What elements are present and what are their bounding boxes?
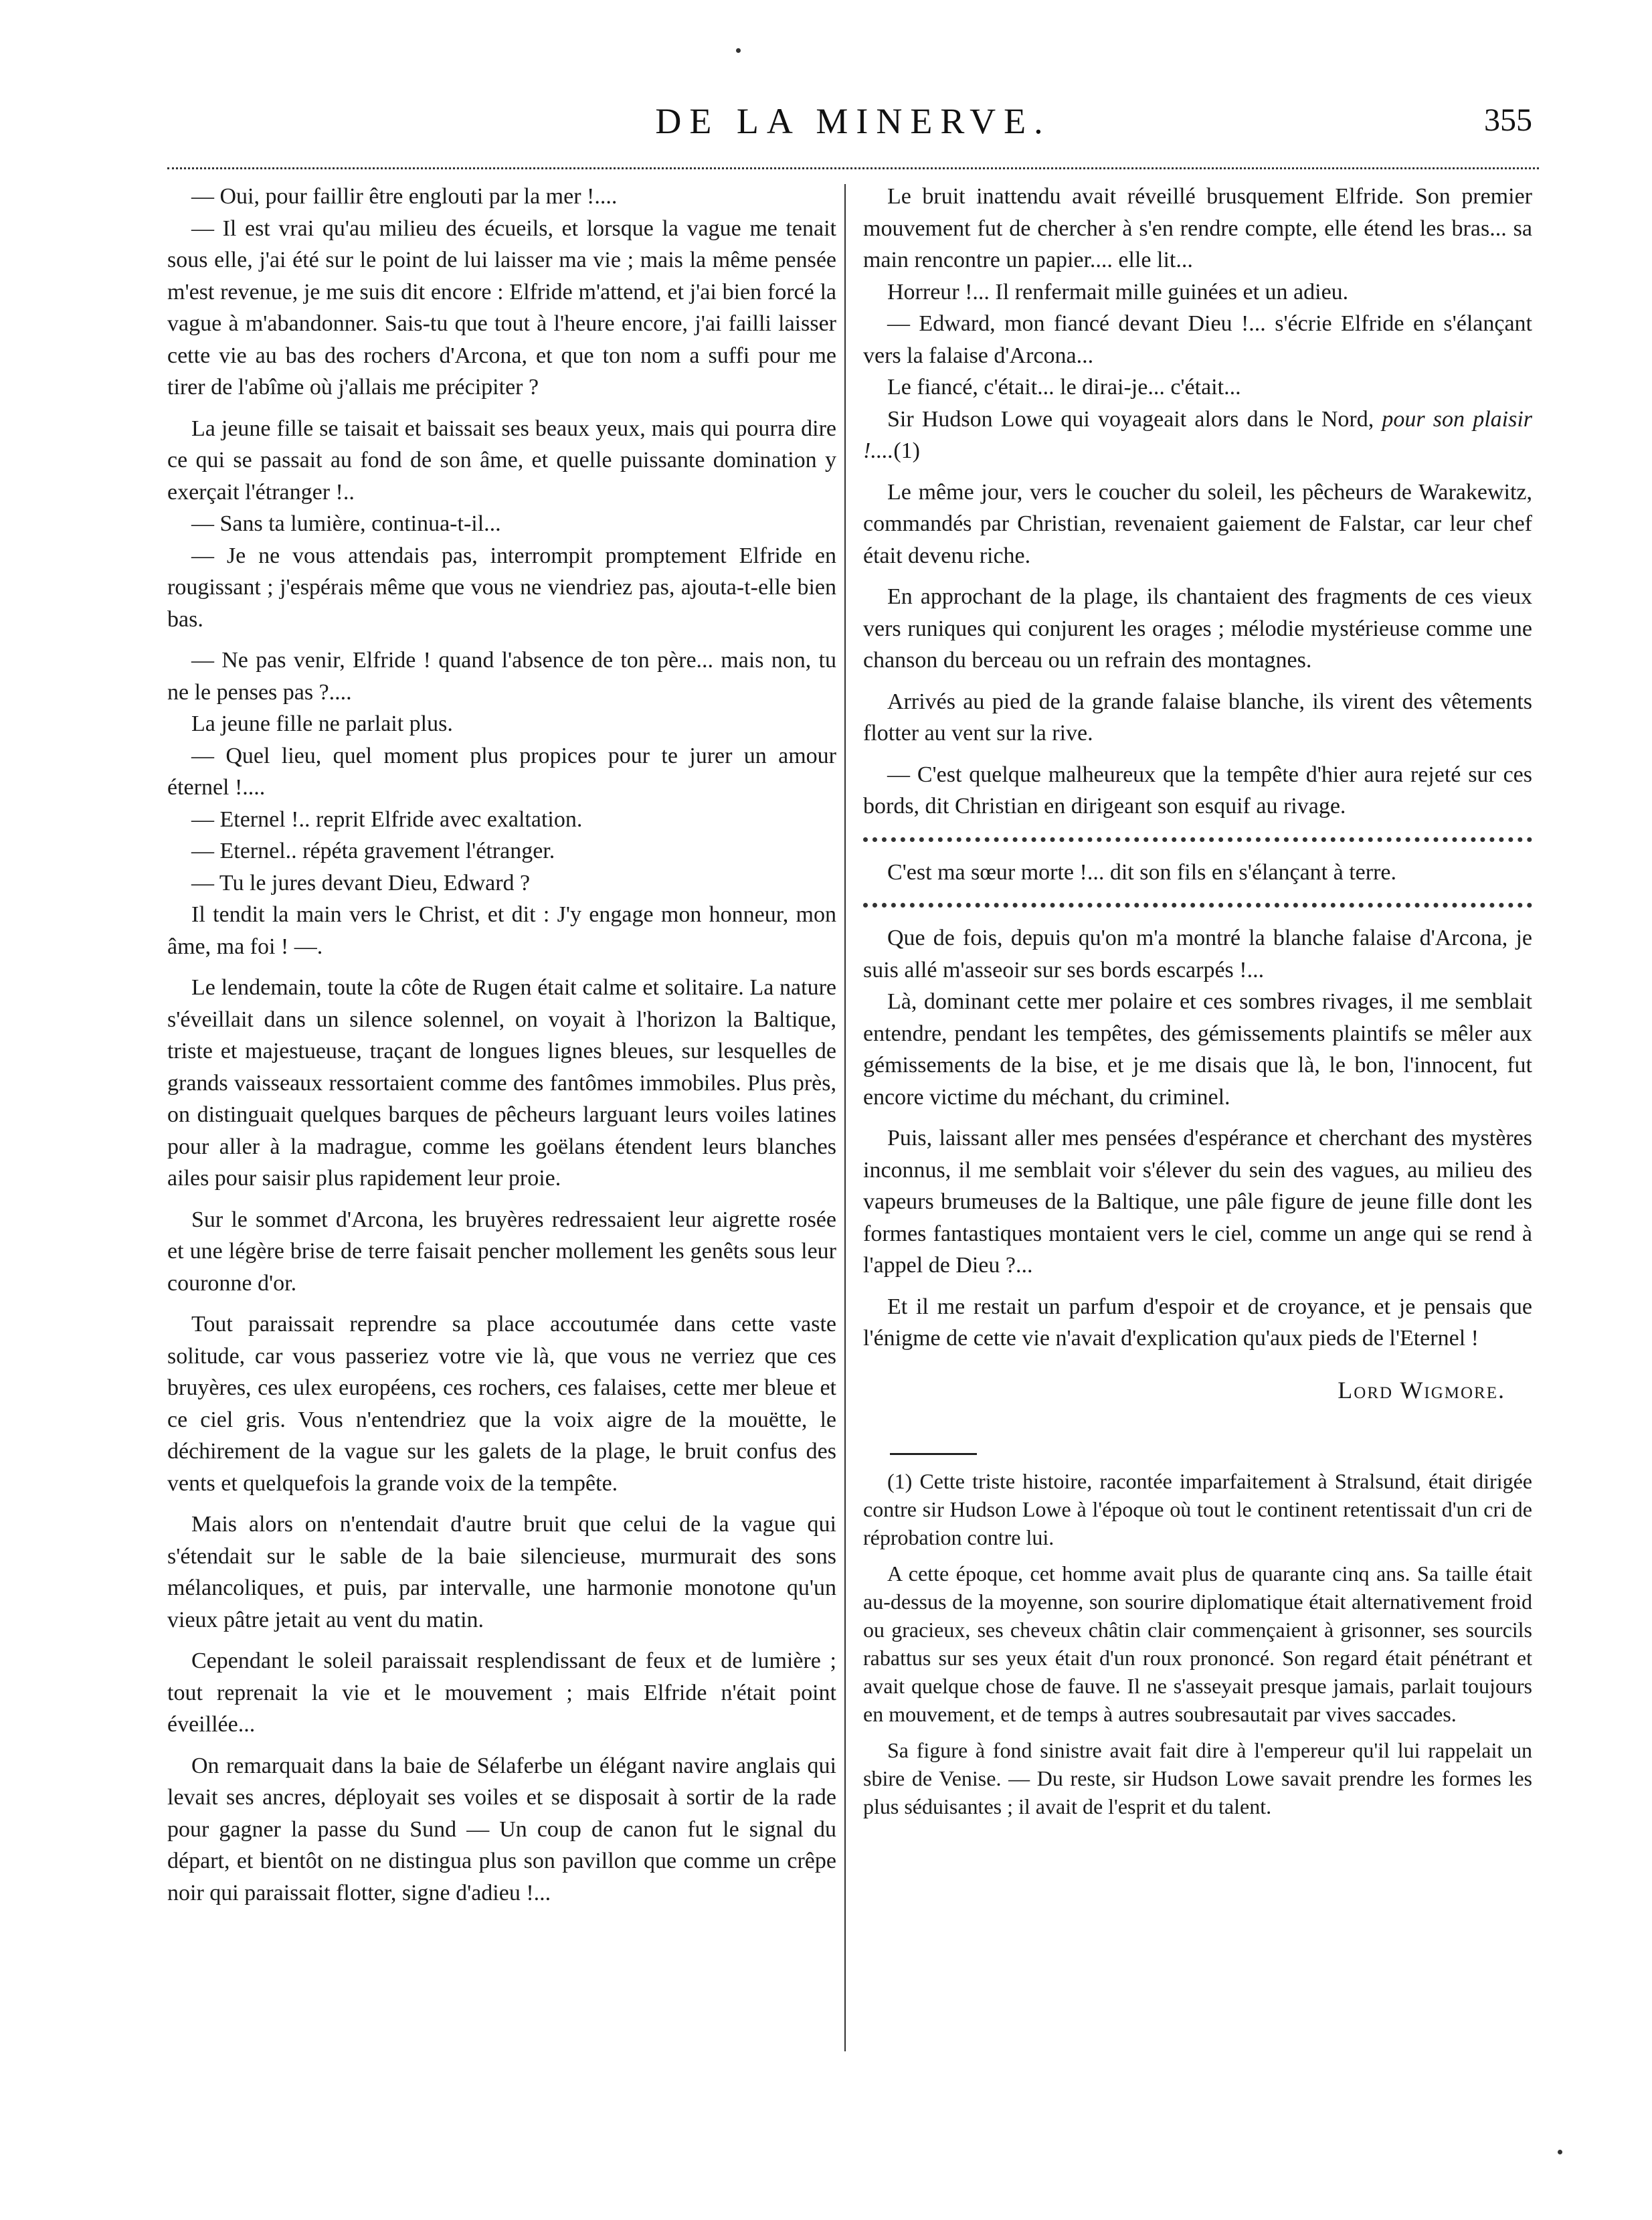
paragraph: Arrivés au pied de la grande falaise blanche, ils virent des vêtements flotter au vent sur la rive. (863, 689, 1532, 746)
column-rule (844, 184, 846, 2051)
paragraph: La jeune fille se taisait et baissait ses beaux yeux, mais qui pourra dire ce qui se passait au fond de son âme, et quelle puissante domination y exerçait l'étranger !.. (167, 416, 836, 505)
paragraph: En approchant de la plage, ils chantaient des fragments de ces vieux vers runiques qui conjurent les orages ; mélodie mystérieuse comme une chanson du berceau ou un refrain des montagnes. (863, 584, 1532, 673)
paragraph: — Eternel.. répéta gravement l'étranger. (191, 839, 555, 863)
paragraph: Horreur !... Il renfermait mille guinées et un adieu. (887, 279, 1349, 305)
paragraph: Cependant le soleil paraissait resplendissant de feux et de lumière ; tout reprenait la vie et le mouvement ; mais Elfride n'était point éveillée... (167, 1648, 836, 1737)
paragraph: — Eternel !.. reprit Elfride avec exaltation. (191, 806, 583, 832)
paragraph: Le fiancé, c'était... le dirai-je... c'était... (887, 375, 1241, 400)
paragraph: Le même jour, vers le coucher du soleil, les pêcheurs de Warakewitz, commandés par Christian, revenaient gaiement de Falstar, car leur chef était devenu riche. (863, 479, 1532, 568)
footnote-paragraph: (1) Cette triste histoire, racontée imparfaitement à Stralsund, était dirigée contre sir Hudson Lowe à l'époque où tout le continent retentissait d'un cri de réprobation contre lui. (863, 1469, 1532, 1549)
left-column (167, 181, 836, 1909)
footnote-paragraph: Sa figure à fond sinistre avait fait dire à l'empereur qu'il lui rappelait un sbire de Venise. — Du reste, sir Hudson Lowe savait prendre les formes les plus séduisantes ; il avait de l'esprit et du talent. (863, 1738, 1532, 1818)
ink-speck (736, 48, 741, 53)
paragraph: Tout paraissait reprendre sa place accoutumée dans cette vaste solitude, car vous passeriez votre vie là, que vous ne verriez que ces bruyères, ces ulex européens, ces rochers, ces falaises, cette mer bleue et ce ciel gris. Vous n'entendriez que la voix aigre de la mouëtte, le déchirement de la vague sur les galets de la plage, le bruit confus des vents et quelquefois la grande voix de la tempête. (167, 1312, 836, 1496)
paragraph: — Je ne vous attendais pas, interrompit promptement Elfride en rougissant ; j'espérais même que vous ne viendriez pas, ajouta-t-elle bien bas. (167, 543, 836, 632)
paragraph-with-footnote (863, 404, 1532, 467)
dotted-separator (863, 903, 1532, 908)
running-header (167, 100, 1539, 154)
paragraph: Il tendit la main vers le Christ, et dit : J'y engage mon honneur, mon âme, ma foi ! —. (167, 902, 836, 959)
paragraph-text: Sir Hudson Lowe qui voyageait alors dans le Nord, (887, 406, 1374, 432)
ink-speck (1558, 2150, 1562, 2154)
footnote-marker: (1) (893, 438, 920, 463)
dotted-separator (863, 837, 1532, 842)
paragraph: Mais alors on n'entendait d'autre bruit que celui de la vague qui s'étendait sur le sable de la baie silencieuse, murmurait des sons mélancoliques, et puis, par intervalle, une harmonie monotone qu'un vieux pâtre jetait au vent du matin. (167, 1512, 836, 1632)
paragraph: — Quel lieu, quel moment plus propices pour te jurer un amour éternel !.... (167, 743, 836, 800)
paragraph: C'est ma sœur morte !... dit son fils en s'élançant à terre. (887, 859, 1396, 885)
paragraph: Le bruit inattendu avait réveillé brusquement Elfride. Son premier mouvement fut de chercher à s'en rendre compte, elle étend les bras... sa main rencontre un papier.... elle lit... (863, 184, 1532, 272)
footnote-rule (890, 1453, 977, 1455)
paragraph: Que de fois, depuis qu'on m'a montré la blanche falaise d'Arcona, je suis allé m'asseoir sur ses bords escarpés !... (863, 926, 1532, 983)
paragraph: On remarquait dans la baie de Sélaferbe un élégant navire anglais qui levait ses ancres, déployait ses voiles et se disposait à sortir de la rade pour gagner la passe du Sund — Un coup de canon fut le signal du départ, et bientôt on ne distingua plus son pavillon que comme un crêpe noir qui paraissait flotter, signe d'adieu !... (167, 1753, 836, 1905)
footnote-paragraph: A cette époque, cet homme avait plus de quarante cinq ans. Sa taille était au-dessus de la moyenne, son sourire diplomatique était alternativement froid ou gracieux, ses cheveux châtin clair commençaient à grisonner, ses sourcils rabattus sur ses yeux était d'un roux prononcé. Son regard était pénétrant et avait quelque chose de fauve. Il ne s'asseyait presque jamais, parlait toujours en mouvement, et de temps à autres soubresautait par vives saccades. (863, 1561, 1532, 1726)
author-signature: Lord Wigmore. (1338, 1376, 1505, 1403)
footnote (863, 1467, 1532, 1820)
paragraph: Le lendemain, toute la côte de Rugen était calme et solitaire. La nature s'éveillait dans un silence solennel, on voyait à l'horizon la Baltique, triste et majestueuse, traçant de longues lignes bleues, sur lesquelles de grands vaisseaux ressortaient comme des fantômes immobiles. Plus près, on distinguait quelques barques de pêcheurs larguant leurs voiles latines pour aller à la madrague, comme les goëlans étendent leurs blanches ailes pour saisir plus rapidement leur proie. (167, 975, 836, 1191)
paragraph: — C'est quelque malheureux que la tempête d'hier aura rejeté sur ces bords, dit Christian en dirigeant son esquif au rivage. (863, 762, 1532, 819)
paragraph: — Edward, mon fiancé devant Dieu !... s'écrie Elfride en s'élançant vers la falaise d'Arcona... (863, 311, 1532, 368)
page-number: 355 (1484, 102, 1532, 138)
paragraph: Sur le sommet d'Arcona, les bruyères redressaient leur aigrette rosée et une légère brise de terre faisait pencher mollement les genêts sous leur couronne d'or. (167, 1207, 836, 1296)
paragraph: Et il me restait un parfum d'espoir et de croyance, et je pensais que l'énigme de cette vie n'avait d'explication qu'aux pieds de l'Eternel ! (863, 1294, 1532, 1351)
paragraph: Puis, laissant aller mes pensées d'espérance et cherchant des mystères inconnus, il me semblait voir s'élever du sein des vagues, au milieu des vapeurs brumeuses de la Baltique, une pâle figure de jeune fille dont les formes fantastiques montaient vers le ciel, comme un ange qui se rend à l'appel de Dieu ?... (863, 1126, 1532, 1278)
paragraph: — Ne pas venir, Elfride ! quand l'absence de ton père... mais non, tu ne le penses pas ?.... (167, 648, 836, 705)
paragraph: — Oui, pour faillir être englouti par la mer !.... (191, 184, 618, 209)
paragraph: — Sans ta lumière, continua-t-il... (191, 511, 501, 536)
paragraph: — Tu le jures devant Dieu, Edward ? (191, 870, 531, 895)
right-column (863, 181, 1532, 1820)
paragraph: Là, dominant cette mer polaire et ces sombres rivages, il me semblait entendre, pendant les tempêtes, des gémissements plaintifs se mêler aux gémissements de la bise, et je me disais que là, le bon, l'innocent, fut encore victime du méchant, du criminel. (863, 989, 1532, 1110)
paragraph: La jeune fille ne parlait plus. (191, 711, 453, 736)
paragraph: — Il est vrai qu'au milieu des écueils, et lorsque la vague me tenait sous elle, j'ai été sur le point de lui laisser ma vie ; mais la même pensée m'est revenue, je me suis dit encore : Elfride m'attend, et j'ai bien forcé la vague à m'abandonner. Sais-tu que tout à l'heure encore, j'ai failli laisser cette vie au bas des rochers d'Arcona, et que ton nom a suffi pour me tirer de l'abîme où j'allais me précipiter ? (167, 216, 836, 400)
italic-phrase: pour son plaisir !.... (863, 406, 1533, 463)
running-title: DE LA MINERVE. (655, 101, 1051, 141)
header-rule (167, 167, 1539, 169)
